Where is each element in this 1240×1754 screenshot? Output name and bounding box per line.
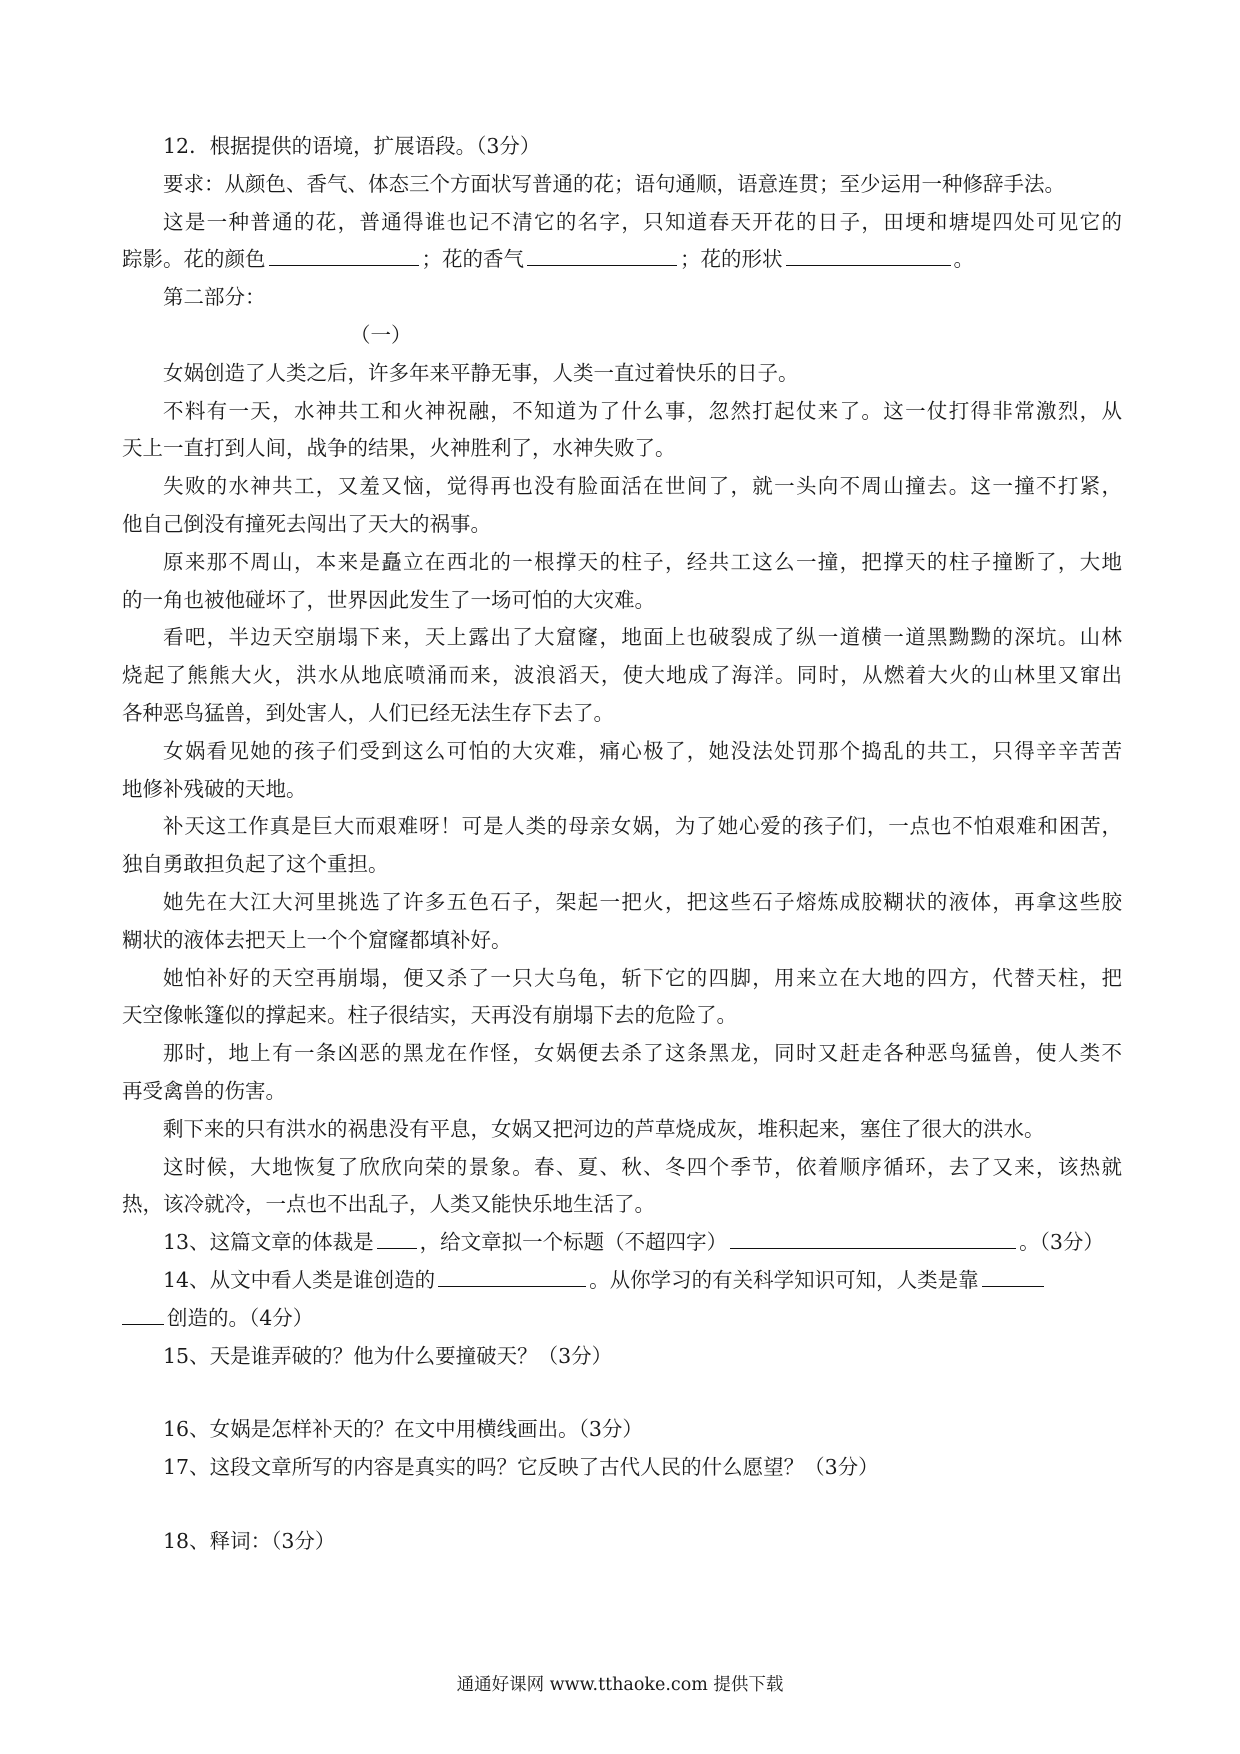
story-paragraph-line: 独自勇敢担负起了这个重担。	[122, 852, 389, 877]
answer-blank-color[interactable]	[269, 264, 419, 266]
q12-context-color-label: 踪影。花的颜色	[122, 247, 266, 272]
q18: 18、释词：（3分）	[163, 1528, 336, 1553]
story-paragraph-line: 她先在大江大河里挑选了许多五色石子，架起一把火，把这些石子熔炼成胶糊状的液体，再拿这些胶	[163, 889, 1122, 914]
q16: 16、女娲是怎样补天的？在文中用横线画出。（3分）	[163, 1417, 643, 1442]
q13-part-c: 。（3分）	[1019, 1230, 1104, 1255]
story-paragraph-line: 失败的水神共工，又羞又恼，觉得再也没有脸面活在世间了，就一头向不周山撞去。这一撞不打紧，	[163, 474, 1122, 499]
q12-context-shape-label: ；花的形状	[680, 247, 783, 272]
story-paragraph-line: 天空像帐篷似的撑起来。柱子很结实，天再没有崩塌下去的危险了。	[122, 1003, 737, 1028]
q12-context-fragrance-label: ；花的香气	[421, 247, 524, 272]
q14-part-b: 。从你学习的有关科学知识可知，人类是靠	[589, 1267, 979, 1292]
answer-space-q15[interactable]	[122, 1375, 1122, 1411]
q13-part-a: 13、这篇文章的体裁是	[163, 1230, 374, 1255]
answer-blank-shape[interactable]	[786, 264, 951, 266]
story-paragraph-line: 补天这工作真是巨大而艰难呀！可是人类的母亲女娲，为了她心爱的孩子们，一点也不怕艰难和困苦，	[163, 814, 1122, 839]
q12-title: 12．根据提供的语境，扩展语段。（3分）	[163, 134, 541, 158]
q12-requirement: 要求：从颜色、香气、体态三个方面状写普通的花；语句通顺，语意连贯；至少运用一种修辞手法。	[163, 171, 1065, 196]
story-paragraph-line: 女娲看见她的孩子们受到这么可怕的大灾难，痛心极了，她没法处罚那个捣乱的共工，只得辛辛苦苦	[163, 738, 1122, 763]
story-paragraph-line: 女娲创造了人类之后，许多年来平静无事，人类一直过着快乐的日子。	[163, 360, 799, 385]
q14	[122, 1262, 1122, 1300]
section-one-heading: （一）	[350, 322, 412, 347]
part-two-heading: 第二部分：	[163, 285, 266, 310]
story-paragraph-line: 原来那不周山，本来是矗立在西北的一根撑天的柱子，经共工这么一撞，把撑天的柱子撞断了，大地	[163, 549, 1122, 574]
story-paragraph-line: 再受禽兽的伤害。	[122, 1078, 286, 1103]
q14-continued	[122, 1300, 1122, 1338]
story-paragraph-line: 不料有一天，水神共工和火神祝融，不知道为了什么事，忽然打起仗来了。这一仗打得非常激烈，从	[163, 398, 1122, 423]
story-paragraph-line: 各种恶鸟猛兽，到处害人，人们已经无法生存下去了。	[122, 700, 614, 725]
story-paragraph-line: 她怕补好的天空再崩塌，便又杀了一只大乌龟，斩下它的四脚，用来立在大地的四方，代替天柱，把	[163, 965, 1122, 990]
story-paragraph-line: 这时候，大地恢复了欣欣向荣的景象。春、夏、秋、冬四个季节，依着顺序循环，去了又来，该热就	[163, 1154, 1122, 1179]
page-footer: 通通好课网 www.tthaoke.com 提供下载	[456, 1675, 784, 1695]
story-paragraph-line: 的一角也被他碰坏了，世界因此发生了一场可怕的大灾难。	[122, 587, 655, 612]
q13	[122, 1224, 1122, 1262]
q12-context-line-1: 这是一种普通的花，普通得谁也记不清它的名字，只知道春天开花的日子，田埂和塘堤四处可见它的	[163, 209, 1122, 234]
q17: 17、这段文章所写的内容是真实的吗？它反映了古代人民的什么愿望？（3分）	[163, 1455, 879, 1480]
answer-blank-genre[interactable]	[377, 1247, 417, 1249]
story-paragraph-line: 他自己倒没有撞死去闯出了天大的祸事。	[122, 511, 491, 536]
answer-blank-creator[interactable]	[438, 1285, 586, 1287]
story-paragraph-line: 看吧，半边天空崩塌下来，天上露出了大窟窿，地面上也破裂成了纵一道横一道黑黝黝的深坑。山林	[163, 625, 1122, 650]
story-paragraph-line: 那时，地上有一条凶恶的黑龙在作怪，女娲便去杀了这条黑龙，同时又赶走各种恶鸟猛兽，使人类不	[163, 1041, 1122, 1066]
story-paragraph-line: 地修补残破的天地。	[122, 776, 307, 801]
q12-context-end: 。	[953, 247, 974, 272]
q12-context-line-2	[122, 241, 1122, 279]
q13-part-b: ，给文章拟一个标题（不超四字）	[419, 1230, 728, 1255]
story-paragraph-line: 剩下来的只有洪水的祸患没有平息，女娲又把河边的芦草烧成灰，堆积起来，塞住了很大的洪水。	[163, 1116, 1045, 1141]
answer-blank-science-1[interactable]	[982, 1285, 1044, 1287]
q14-part-a: 14、从文中看人类是谁创造的	[163, 1267, 436, 1292]
answer-blank-science-2[interactable]	[122, 1323, 164, 1325]
story-paragraph-line: 烧起了熊熊大火，洪水从地底喷涌而来，波浪滔天，使大地成了海洋。同时，从燃着大火的山林里又窜出	[122, 663, 1122, 688]
story-paragraph-line: 天上一直打到人间，战争的结果，火神胜利了，水神失败了。	[122, 436, 676, 461]
answer-blank-title[interactable]	[730, 1247, 1016, 1249]
q14-part-c: 创造的。（4分）	[167, 1305, 314, 1330]
q15: 15、天是谁弄破的？他为什么要撞破天？（3分）	[163, 1343, 613, 1368]
exam-page	[122, 128, 1122, 1561]
answer-blank-fragrance[interactable]	[527, 264, 677, 266]
story-paragraph-line: 糊状的液体去把天上一个个窟窿都填补好。	[122, 927, 512, 952]
story-paragraph-line: 热，该冷就冷，一点也不出乱子，人类又能快乐地生活了。	[122, 1192, 655, 1217]
answer-space-q17[interactable]	[122, 1487, 1122, 1523]
